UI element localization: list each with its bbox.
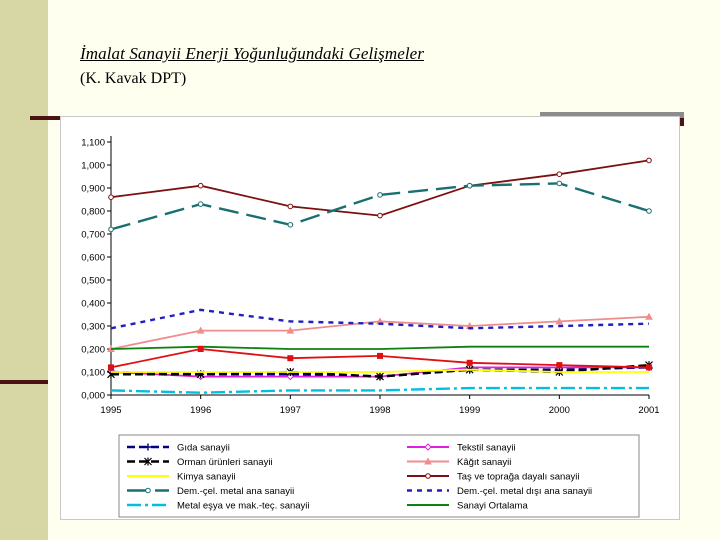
series-line — [111, 347, 649, 349]
y-tick-label: 0,500 — [81, 275, 105, 287]
data-point — [288, 356, 293, 361]
data-point — [109, 365, 114, 370]
data-point — [378, 213, 383, 218]
data-point — [198, 347, 203, 352]
y-tick-label: 0,000 — [81, 390, 105, 402]
x-tick-label: 1999 — [459, 405, 481, 416]
series-line — [111, 388, 649, 393]
series-group — [109, 347, 652, 370]
legend-label: Dem.-çel. metal dışı ana sanayii — [457, 486, 593, 497]
x-tick-label: 1996 — [190, 405, 212, 416]
line-chart — [61, 117, 679, 519]
y-tick-label: 0,800 — [81, 206, 105, 218]
legend-label: Kâğıt sanayii — [457, 457, 512, 468]
legend-label: Metal eşya ve mak.-teç. sanayii — [177, 500, 310, 512]
series-line — [111, 183, 649, 229]
data-point — [467, 360, 472, 365]
y-tick-label: 0,900 — [81, 183, 105, 195]
y-tick-label: 0,300 — [81, 321, 105, 333]
data-point — [647, 158, 652, 163]
series-group — [111, 388, 649, 393]
legend-label: Gıda sanayii — [177, 442, 230, 454]
data-point — [557, 172, 562, 177]
y-tick-label: 0,200 — [81, 344, 105, 356]
data-point — [109, 227, 114, 232]
data-point — [426, 474, 431, 479]
y-tick-label: 0,100 — [81, 367, 105, 379]
y-tick-label: 1,100 — [81, 137, 105, 149]
legend-label: Taş ve toprağa dayalı sanayii — [457, 471, 580, 483]
x-tick-label: 2000 — [548, 405, 570, 416]
data-point — [557, 181, 562, 186]
legend-label: Kimya sanayii — [177, 471, 236, 483]
data-point — [647, 209, 652, 214]
data-point — [198, 183, 203, 188]
legend-label: Dem.-çel. metal ana sanayii — [177, 486, 295, 497]
slide-title: İmalat Sanayii Enerji Yoğunluğundaki Gelişmeler — [80, 44, 425, 63]
y-tick-label: 1,000 — [81, 160, 105, 172]
y-tick-label: 0,700 — [81, 229, 105, 241]
chart-frame — [60, 116, 680, 520]
data-point — [467, 183, 472, 188]
x-tick-label: 2001 — [638, 405, 660, 416]
series-line — [111, 160, 649, 215]
x-tick-label: 1997 — [279, 405, 301, 416]
series-group — [109, 181, 652, 232]
series-group — [111, 347, 649, 349]
data-point — [378, 193, 383, 198]
series-group — [108, 361, 653, 381]
legend-label: Sanayi Ortalama — [457, 500, 528, 512]
left-accent-band — [0, 0, 48, 540]
x-tick-label: 1998 — [369, 405, 391, 416]
series-group — [109, 158, 652, 218]
data-point — [647, 365, 652, 370]
data-point — [109, 195, 114, 200]
data-point — [146, 488, 151, 493]
x-tick-label: 1995 — [100, 405, 122, 416]
data-point — [198, 202, 203, 207]
y-tick-label: 0,600 — [81, 252, 105, 264]
legend-label: Orman ürünleri sanayii — [177, 457, 273, 468]
data-point — [288, 223, 293, 228]
left-band-marker — [0, 380, 48, 384]
legend-label: Tekstil sanayii — [457, 442, 516, 454]
data-point — [557, 363, 562, 368]
slide-subtitle: (K. Kavak DPT) — [80, 70, 187, 87]
data-point — [378, 353, 383, 358]
y-tick-label: 0,400 — [81, 298, 105, 310]
data-point — [288, 204, 293, 209]
